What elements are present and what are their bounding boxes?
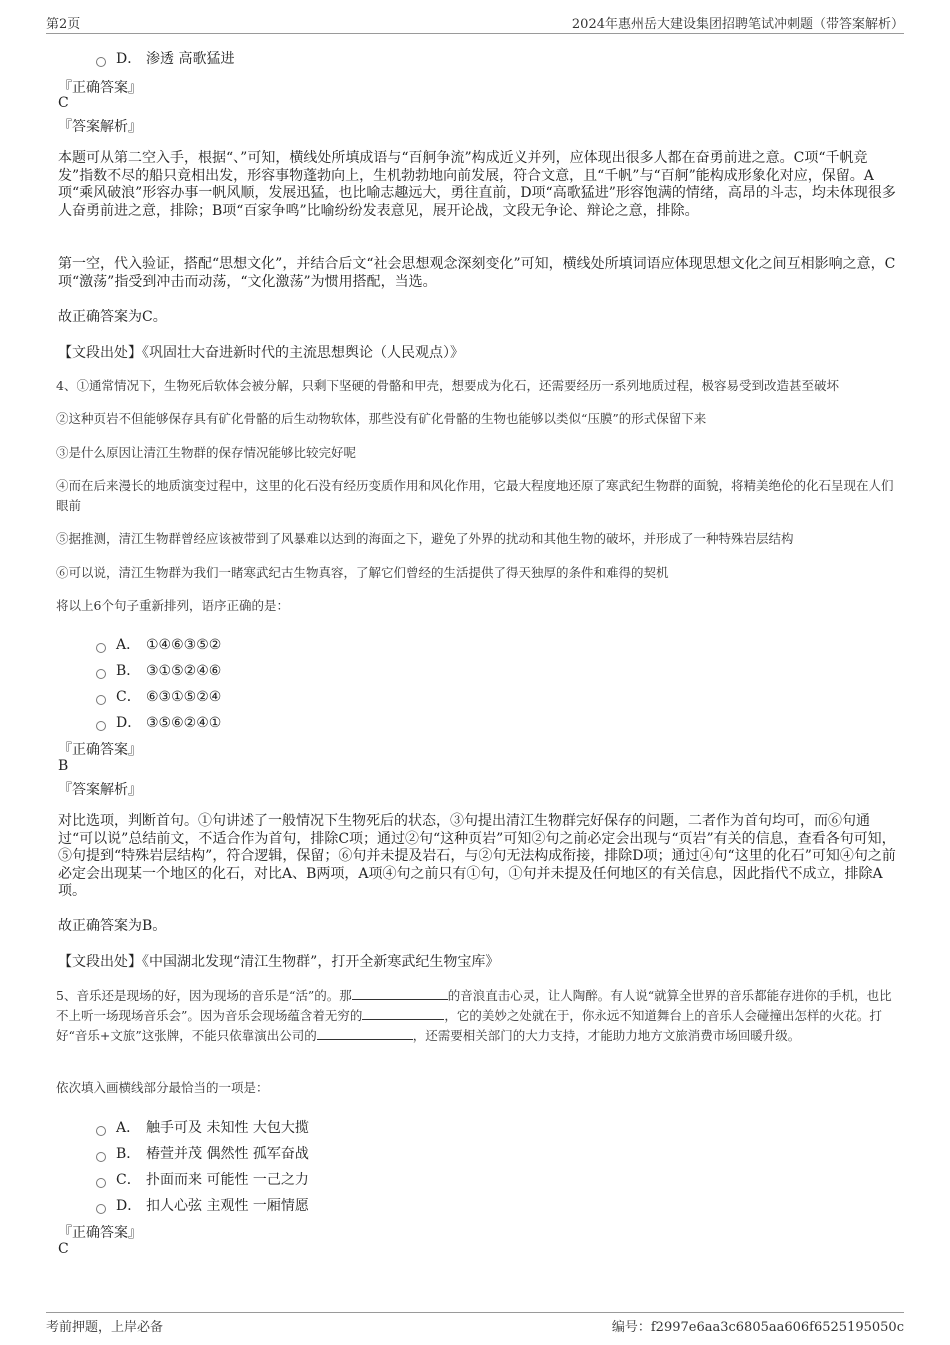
q4-option-b[interactable]: B． ③①⑤②④⑥ xyxy=(96,660,221,680)
q3-analysis-paragraph: 本题可从第二空入手，根据“、”可知，横线处所填成语与“百舸争流”构成近义并列，应体现出很多人都在奋勇前进之意。C项“千帆竞发”指数不尽的船只竟相出发，形容事物蓬勃向上，生机勃勃地向前发展，符合文意，且“千帆”与“百舸”能构成形象化对应，保留。A项“乘风破浪”形容办事一帆风顺，发展迅猛，也比喻志趣远大，勇往直前，D项“高歌猛进”形容饱满的情绪，高昂的斗志，均未体现很多人奋勇前进之意，排除；B项“百家争鸣”比喻纷纷发表意见，展开论战，文段无争论、辩论之意，排除。 xyxy=(58,150,896,219)
q4-option-d[interactable]: D． ③⑤⑥②④① xyxy=(96,712,221,732)
q5-option-a[interactable]: A． 触手可及 未知性 大包大揽 xyxy=(96,1117,309,1137)
q3-option-d[interactable]: D． 渗透 高歌猛进 xyxy=(96,48,234,68)
q3-conclusion: 故正确答案为C。 xyxy=(58,309,167,325)
footer-slogan: 考前押题，上岸必备 xyxy=(46,1320,164,1335)
page-number: 第2页 xyxy=(46,17,81,32)
q3-answer: C xyxy=(58,95,69,111)
q4-conclusion: 故正确答案为B。 xyxy=(58,918,167,934)
q4-prompt: 将以上6个句子重新排列，语序正确的是： xyxy=(56,598,289,613)
q4-option-c[interactable]: C． ⑥③①⑤②④ xyxy=(96,686,221,706)
page-footer xyxy=(46,1312,904,1335)
q4-analysis-paragraph: 对比选项，判断首句。①句讲述了一般情况下生物死后的状态，③句提出清江生物群完好保存的问题，二者作为首句均可，而⑥句通过“可以说”总结前文，不适合作为首句，排除C项；通过②句“这种页岩”可知②句之前必定会出现与“页岩”有关的信息，查看各句可知，⑤句提到“特殊岩层结构”，符合逻辑，保留；⑥句并未提及岩石，与②句无法构成衔接，排除D项；通过④句“这里的化石”可知④句之前必定会出现某一个地区的化石，对比A、B两项，A项④句之前只有①句，①句并未提及任何地区的有关信息，因此指代不成立，排除A项。 xyxy=(58,813,896,899)
q3-analysis-paragraph: 第一空，代入验证，搭配“思想文化”，并结合后文“社会思想观念深刻变化”可知，横线处所填词语应体现思想文化之间互相影响之意，C项“激荡”指受到冲击而动荡，“文化激荡”为惯用搭配，当选。 xyxy=(58,256,896,290)
q3-source: 【文段出处】《巩固壮大奋进新时代的主流思想舆论（人民观点）》 xyxy=(58,345,464,361)
q4-sentence: ②这种页岩不但能够保存具有矿化骨骼的后生动物软体，那些没有矿化骨骼的生物也能够以类似“压膜”的形式保留下来 xyxy=(56,411,707,426)
q4-option-a[interactable]: A． ①④⑥③⑤② xyxy=(96,634,221,654)
q4-sentence: ⑥可以说，清江生物群为我们一睹寒武纪古生物真容，了解它们曾经的生活提供了得天独厚的条件和难得的契机 xyxy=(56,565,669,580)
q5-option-c[interactable]: C． 扑面而来 可能性 一己之力 xyxy=(96,1169,309,1189)
q5-option-b[interactable]: B． 椿萱并茂 偶然性 孤军奋战 xyxy=(96,1143,309,1163)
radio-icon[interactable] xyxy=(96,643,106,653)
answer-blank xyxy=(317,1026,413,1040)
radio-icon[interactable] xyxy=(96,1204,106,1214)
answer-blank xyxy=(362,1006,444,1020)
correct-answer-label: 『正确答案』 xyxy=(58,742,142,758)
q5-prompt: 依次填入画横线部分最恰当的一项是： xyxy=(56,1080,269,1095)
q4-sentence: ⑤据推测，清江生物群曾经应该被带到了风暴难以达到的海面之下，避免了外界的扰动和其他生物的破坏，并形成了一种特殊岩层结构 xyxy=(56,531,794,546)
radio-icon[interactable] xyxy=(96,669,106,679)
q5-option-d[interactable]: D． 扣人心弦 主观性 一厢情愿 xyxy=(96,1195,309,1215)
radio-icon[interactable] xyxy=(96,1126,106,1136)
q4-sentence: ④而在后来漫长的地质演变过程中，这里的化石没有经历变质作用和风化作用，它最大程度地还原了寒武纪生物群的面貌，将精美绝伦的化石呈现在人们眼前 xyxy=(56,478,894,513)
radio-icon[interactable] xyxy=(96,1178,106,1188)
analysis-label: 『答案解析』 xyxy=(58,119,142,135)
q5-answer: C xyxy=(58,1241,69,1257)
q5-stem: 5、音乐还是现场的好，因为现场的音乐是“活”的。那 的音浪直击心灵，让人陶醉。有人说“就算全世界的音乐都能存进你的手机，也比不上听一场现场音乐会”。因为音乐会现场蕴含着无穷的 ，它的美妙之处就在于，你永远不知道舞台上的音乐人会碰撞出怎样的火花。打好“音乐+文旅”这张牌，不能只依靠演出公司的 ，还需要相关部门的大力支持，才能助力地方文旅消费市场回暖升级。 xyxy=(56,988,892,1043)
q4-sentence: ③是什么原因让清江生物群的保存情况能够比较完好呢 xyxy=(56,445,357,460)
analysis-label: 『答案解析』 xyxy=(58,782,142,798)
q4-sentence: 4、①通常情况下，生物死后软体会被分解，只剩下坚硬的骨骼和甲壳，想要成为化石，还需要经历一系列地质过程，极容易受到改造甚至破坏 xyxy=(56,378,839,393)
radio-icon[interactable] xyxy=(96,57,106,67)
document-id: 编号：f2997e6aa3c6805aa606f6525195050c xyxy=(611,1320,904,1335)
radio-icon[interactable] xyxy=(96,1152,106,1162)
answer-blank xyxy=(352,986,448,1000)
page-header xyxy=(46,13,904,34)
radio-icon[interactable] xyxy=(96,721,106,731)
correct-answer-label: 『正确答案』 xyxy=(58,1225,142,1241)
q4-source: 【文段出处】《中国湖北发现“清江生物群”，打开全新寒武纪生物宝库》 xyxy=(58,954,500,970)
q4-answer: B xyxy=(58,758,69,774)
radio-icon[interactable] xyxy=(96,695,106,705)
correct-answer-label: 『正确答案』 xyxy=(58,80,142,96)
document-title: 2024年惠州岳大建设集团招聘笔试冲刺题（带答案解析） xyxy=(571,17,904,32)
